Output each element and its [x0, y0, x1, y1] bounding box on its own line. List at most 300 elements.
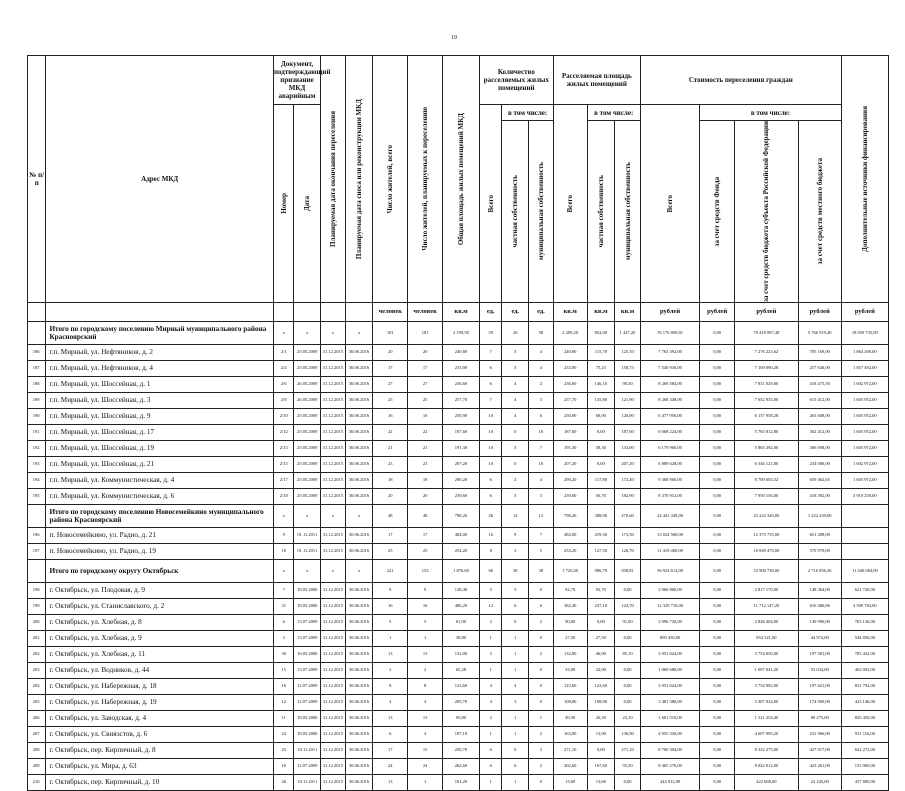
- value-cell: 8 370 912,00: [640, 488, 699, 504]
- unit-cell: рублей: [798, 302, 841, 321]
- address-cell: г. Октябрьск, ул. Плодовая, д. 9: [46, 582, 274, 598]
- value-cell: 7 763 392,00: [640, 344, 699, 360]
- value-cell: 1: [479, 774, 502, 790]
- value-cell: 0,00: [615, 630, 641, 646]
- value-cell: 570 970,00: [798, 543, 841, 559]
- value-cell: 236,60: [553, 376, 587, 392]
- table-row: [28, 742, 889, 758]
- value-cell: 257,70: [553, 392, 587, 408]
- value-cell: 25.05.2009: [294, 456, 321, 472]
- value-cell: 3: [502, 360, 529, 376]
- value-cell: 31.12.2015: [321, 662, 346, 678]
- value-cell: 8 268 348,00: [640, 392, 699, 408]
- value-cell: 0: [502, 614, 529, 630]
- address-cell: г. Октябрьск, ул. Заводская, д. 4: [46, 710, 274, 726]
- address-cell: г. Октябрьск, ул. Мира, д. 63: [46, 758, 274, 774]
- value-cell: 10: [479, 408, 502, 424]
- row-number: 207.: [28, 726, 46, 742]
- table-row: [28, 726, 889, 742]
- value-cell: 4: [502, 408, 529, 424]
- value-cell: 6 157 958,28: [735, 408, 799, 424]
- value-cell: 1: [373, 630, 408, 646]
- value-cell: 90,00: [553, 614, 587, 630]
- value-cell: 18: [373, 472, 408, 488]
- value-cell: 48: [408, 504, 443, 527]
- value-cell: 108,00: [553, 694, 587, 710]
- value-cell: 10 849 470,00: [735, 543, 799, 559]
- value-cell: 10.11.2011: [294, 774, 321, 790]
- value-cell: 135,80: [587, 392, 615, 408]
- value-cell: 1 605 952,00: [841, 392, 888, 408]
- value-cell: 4: [529, 344, 554, 360]
- value-cell: 31.12.2015: [321, 646, 346, 662]
- value-cell: 2: [502, 472, 529, 488]
- value-cell: 8 760 304,00: [640, 742, 699, 758]
- value-cell: 17: [408, 360, 443, 376]
- row-number: 196.: [28, 527, 46, 543]
- value-cell: 24: [273, 726, 293, 742]
- value-cell: 32,90: [587, 662, 615, 678]
- header-document: Документ, подтверждающий признание МКД аварийным: [273, 56, 320, 105]
- row-number: 204.: [28, 678, 46, 694]
- row-number: 192.: [28, 440, 46, 456]
- value-cell: 13.07.2009: [294, 662, 321, 678]
- value-cell: 123,60: [587, 678, 615, 694]
- value-cell: 1 447,20: [615, 321, 641, 344]
- value-cell: 95,50: [615, 758, 641, 774]
- value-cell: 26.05.2009: [294, 392, 321, 408]
- value-cell: 20: [373, 344, 408, 360]
- value-cell: 6: [479, 360, 502, 376]
- value-cell: 2: [529, 376, 554, 392]
- value-cell: 31.12.2015: [321, 742, 346, 758]
- value-cell: 38,80: [443, 630, 480, 646]
- resettlement-table: [27, 55, 889, 791]
- value-cell: 31.12.2015: [321, 440, 346, 456]
- value-cell: 17: [373, 360, 408, 376]
- table-row: [28, 678, 889, 694]
- row-number: 189.: [28, 392, 46, 408]
- address-cell: г.п. Мирный, ул. Шоссейная, д. 21: [46, 456, 274, 472]
- value-cell: 8: [479, 543, 502, 559]
- value-cell: 21: [408, 440, 443, 456]
- unit-cell: рублей: [735, 302, 799, 321]
- value-cell: 3: [529, 488, 554, 504]
- value-cell: 18.05.2006: [294, 710, 321, 726]
- value-cell: 56 924 614,00: [640, 559, 699, 582]
- value-cell: 4: [529, 472, 554, 488]
- value-cell: 31.12.2015: [321, 344, 346, 360]
- value-cell: 13,60: [553, 774, 587, 790]
- value-cell: 0,00: [700, 344, 735, 360]
- value-cell: 31.12.2015: [321, 774, 346, 790]
- value-cell: 237,10: [587, 598, 615, 614]
- value-cell: 7 276 223,62: [735, 344, 799, 360]
- value-cell: 240,80: [553, 344, 587, 360]
- value-cell: 1: [408, 774, 443, 790]
- value-cell: 30.06.2016: [345, 662, 373, 678]
- row-number: 187.: [28, 360, 46, 376]
- value-cell: 259,50: [587, 527, 615, 543]
- value-cell: 66: [479, 559, 502, 582]
- value-cell: [841, 527, 888, 543]
- unit-cell: рублей: [841, 302, 888, 321]
- value-cell: 1 007 641,20: [735, 662, 799, 678]
- address-cell: п. Новосемейкино, ул. Радио, д. 21: [46, 527, 274, 543]
- address-cell: г.п. Мирный, ул. Коммунистическая, д. 6: [46, 488, 274, 504]
- value-cell: 2/12: [273, 424, 293, 440]
- address-cell: г. Октябрьск, ул. Набережная, д. 18: [46, 678, 274, 694]
- value-cell: 187,10: [443, 726, 480, 742]
- value-cell: 221: [373, 559, 408, 582]
- header-planned-end: Планируемая дата окончания переселения: [328, 110, 337, 247]
- value-cell: 173,50: [615, 527, 641, 543]
- value-cell: 486,20: [443, 598, 480, 614]
- value-cell: 0,00: [700, 646, 735, 662]
- value-cell: 0: [529, 774, 554, 790]
- value-cell: 6 477 956,00: [640, 408, 699, 424]
- value-cell: 146,10: [587, 376, 615, 392]
- table-row: [28, 488, 889, 504]
- table-row: [28, 392, 889, 408]
- value-cell: 30.06.2016: [345, 726, 373, 742]
- value-cell: 1 725,60: [553, 559, 587, 582]
- value-cell: 7 540 936,00: [640, 360, 699, 376]
- value-cell: 2/6: [273, 376, 293, 392]
- value-cell: 7: [529, 527, 554, 543]
- value-cell: 10: [479, 440, 502, 456]
- value-cell: 127,50: [587, 543, 615, 559]
- value-cell: 854 521,00: [735, 630, 799, 646]
- value-cell: 85,10: [615, 646, 641, 662]
- header-address: Адрес МКД: [46, 56, 274, 303]
- row-number: [28, 504, 46, 527]
- header-area-incl: в том числе:: [587, 105, 640, 121]
- value-cell: 271,10: [615, 742, 641, 758]
- value-cell: 3: [502, 440, 529, 456]
- value-cell: 18 059 735,00: [841, 321, 888, 344]
- value-cell: 236,60: [443, 376, 480, 392]
- address-cell: г.п. Мирный, ул. Шоссейная, д. 1: [46, 376, 274, 392]
- value-cell: 31.12.2015: [321, 543, 346, 559]
- value-cell: 31.12.2015: [321, 527, 346, 543]
- value-cell: 1 602 972,00: [841, 376, 888, 392]
- value-cell: 2 996 720,00: [640, 614, 699, 630]
- value-cell: 53 034,00: [798, 662, 841, 678]
- address-cell: г. Октябрьск, ул. Хлебная, д. 11: [46, 646, 274, 662]
- value-cell: 0: [502, 456, 529, 472]
- value-cell: x: [345, 321, 373, 344]
- value-cell: 16: [408, 598, 443, 614]
- value-cell: 257 640,00: [798, 360, 841, 376]
- value-cell: 48: [373, 504, 408, 527]
- value-cell: 250,90: [443, 408, 480, 424]
- value-cell: 2 716 856,36: [798, 559, 841, 582]
- value-cell: 1: [502, 630, 529, 646]
- value-cell: 1 605 972,00: [841, 472, 888, 488]
- value-cell: 01.11.2011: [294, 527, 321, 543]
- value-cell: 8 709 603,52: [735, 472, 799, 488]
- value-cell: 12.07.2009: [294, 758, 321, 774]
- value-cell: x: [294, 559, 321, 582]
- value-cell: 56,70: [587, 488, 615, 504]
- value-cell: 30.06.2016: [345, 360, 373, 376]
- value-cell: 24: [373, 758, 408, 774]
- value-cell: 4: [408, 694, 443, 710]
- value-cell: 6: [529, 598, 554, 614]
- value-cell: 852,00: [587, 321, 615, 344]
- value-cell: 0,00: [700, 543, 735, 559]
- subtotal-label: Итого по городскому поселению Мирный муниципального района Красноярский: [46, 321, 274, 344]
- value-cell: 271,10: [553, 742, 587, 758]
- header-rooms-municipal: муниципальная собственность: [536, 162, 545, 261]
- value-cell: 1: [502, 662, 529, 678]
- value-cell: 12 375 755,00: [735, 527, 799, 543]
- value-cell: 17: [408, 527, 443, 543]
- value-cell: 5 765 812,80: [735, 424, 799, 440]
- value-cell: x: [321, 321, 346, 344]
- value-cell: 4: [373, 694, 408, 710]
- value-cell: 22: [373, 424, 408, 440]
- address-cell: г.п. Мирный, ул. Нефтяников, д. 2: [46, 344, 274, 360]
- value-cell: x: [273, 559, 293, 582]
- value-cell: 0,00: [587, 614, 615, 630]
- value-cell: 6 068 224,00: [640, 424, 699, 440]
- value-cell: 6: [502, 758, 529, 774]
- header-cost: Стоимость переселения граждан: [640, 56, 841, 105]
- value-cell: 24 441 349,00: [640, 504, 699, 527]
- value-cell: 705 169,00: [798, 344, 841, 360]
- value-cell: 11 440 084,00: [841, 559, 888, 582]
- value-cell: 798,26: [443, 504, 480, 527]
- table-row: [28, 710, 889, 726]
- header-area-total: Всего: [566, 194, 575, 213]
- row-number: 199.: [28, 598, 46, 614]
- value-cell: 0: [529, 678, 554, 694]
- value-cell: 12.07.2009: [294, 678, 321, 694]
- value-cell: 23: [373, 456, 408, 472]
- value-cell: 423 261,00: [798, 758, 841, 774]
- value-cell: 30.06.2016: [345, 582, 373, 598]
- value-cell: 167,60: [587, 758, 615, 774]
- value-cell: 31.12.2015: [321, 424, 346, 440]
- row-number: 195.: [28, 488, 46, 504]
- value-cell: 2: [529, 646, 554, 662]
- value-cell: 8 042 012,00: [735, 758, 799, 774]
- value-cell: 3: [502, 543, 529, 559]
- value-cell: 262,60: [443, 758, 480, 774]
- table-row: [28, 456, 889, 472]
- value-cell: 27,50: [587, 630, 615, 646]
- value-cell: 25.05.2009: [294, 408, 321, 424]
- unit-cell: рублей: [700, 302, 735, 321]
- value-cell: 6: [479, 758, 502, 774]
- value-cell: 382,40: [553, 598, 587, 614]
- value-cell: 7: [479, 392, 502, 408]
- table-row: [28, 472, 889, 488]
- value-cell: 0: [502, 424, 529, 440]
- value-cell: 22 245,00: [798, 774, 841, 790]
- table-row: [28, 344, 889, 360]
- value-cell: 108,00: [587, 694, 615, 710]
- value-cell: 18.05.2006: [294, 726, 321, 742]
- value-cell: 58: [529, 321, 554, 344]
- value-cell: 418 392,00: [798, 488, 841, 504]
- value-cell: 13: [408, 646, 443, 662]
- value-cell: 2 817 170,00: [735, 582, 799, 598]
- value-cell: 1 605 972,00: [841, 440, 888, 456]
- value-cell: 25: [408, 392, 443, 408]
- value-cell: 30.06.2016: [345, 440, 373, 456]
- value-cell: 0,00: [700, 360, 735, 376]
- value-cell: 13: [373, 710, 408, 726]
- value-cell: 30.06.2016: [345, 774, 373, 790]
- value-cell: x: [273, 321, 293, 344]
- value-cell: 0: [529, 582, 554, 598]
- value-cell: 622 272,00: [841, 742, 888, 758]
- value-cell: 26: [479, 504, 502, 527]
- header-area-private: частная собственность: [596, 175, 605, 248]
- value-cell: 2: [479, 614, 502, 630]
- value-cell: 0,00: [700, 742, 735, 758]
- value-cell: 1 876,69: [443, 559, 480, 582]
- header-planned-demolition: Планируемая дата сноса или реконструкции МКД: [355, 98, 364, 260]
- table-row: [28, 758, 889, 774]
- value-cell: 5: [373, 614, 408, 630]
- value-cell: 13.07.2009: [294, 614, 321, 630]
- value-cell: 388,06: [587, 504, 615, 527]
- subtotal-label: Итого по городскому поселению Новосемейкино муниципального района Красноярский: [46, 504, 274, 527]
- header-rooms-total: Всего: [486, 194, 495, 213]
- value-cell: 825 456,00: [841, 710, 888, 726]
- address-cell: г. Октябрьск, ул. Водников, д. 44: [46, 662, 274, 678]
- value-cell: 38: [529, 559, 554, 582]
- value-cell: 9: [373, 582, 408, 598]
- value-cell: 30.06.2016: [345, 408, 373, 424]
- value-cell: 92,70: [587, 582, 615, 598]
- value-cell: 30.06.2016: [345, 376, 373, 392]
- value-cell: 4 955 336,00: [640, 726, 699, 742]
- value-cell: 3 910 250,00: [841, 488, 888, 504]
- value-cell: 153: [408, 559, 443, 582]
- value-cell: 23 222 349,00: [735, 504, 799, 527]
- value-cell: 163,90: [553, 726, 587, 742]
- value-cell: 16: [373, 598, 408, 614]
- value-cell: 5 766 919,40: [798, 321, 841, 344]
- value-cell: 30.06.2016: [345, 424, 373, 440]
- table-row: [28, 614, 889, 630]
- table-row: [28, 440, 889, 456]
- value-cell: 2/2: [273, 360, 293, 376]
- row-number: 201.: [28, 630, 46, 646]
- value-cell: 187,60: [615, 424, 641, 440]
- value-cell: 763 136,00: [841, 614, 888, 630]
- value-cell: 121,90: [615, 392, 641, 408]
- value-cell: 302 412,00: [798, 424, 841, 440]
- value-cell: 4: [408, 726, 443, 742]
- unit-cell: рублей: [640, 302, 699, 321]
- value-cell: 2: [373, 662, 408, 678]
- value-cell: 0,00: [700, 527, 735, 543]
- value-cell: 7: [273, 582, 293, 598]
- value-cell: 1: [529, 710, 554, 726]
- unit-cell: ед.: [502, 302, 529, 321]
- value-cell: 95,80: [443, 710, 480, 726]
- row-number: [28, 559, 46, 582]
- value-cell: 0,00: [700, 726, 735, 742]
- value-cell: 0,00: [700, 440, 735, 456]
- value-cell: 0: [502, 742, 529, 758]
- value-cell: 187,60: [553, 424, 587, 440]
- unit-cell: ед.: [479, 302, 502, 321]
- value-cell: 25: [373, 543, 408, 559]
- value-cell: 240,80: [443, 344, 480, 360]
- value-cell: 207,20: [443, 456, 480, 472]
- value-cell: 290,20: [553, 472, 587, 488]
- value-cell: 4: [479, 678, 502, 694]
- value-cell: 231 966,00: [798, 726, 841, 742]
- value-cell: 4 607 995,20: [735, 726, 799, 742]
- value-cell: 27: [373, 376, 408, 392]
- value-cell: 12: [273, 694, 293, 710]
- value-cell: 3: [502, 694, 529, 710]
- value-cell: 12 329 710,00: [640, 598, 699, 614]
- value-cell: 158,73: [615, 360, 641, 376]
- units-row: [28, 302, 889, 321]
- value-cell: 26.05.2009: [294, 376, 321, 392]
- value-cell: 3: [502, 344, 529, 360]
- row-number: 210.: [28, 774, 46, 790]
- value-cell: 2: [529, 758, 554, 774]
- value-cell: 174 069,00: [798, 694, 841, 710]
- value-cell: 46,90: [587, 646, 615, 662]
- value-cell: 0,00: [700, 456, 735, 472]
- subtotal-label: Итого по городскому округу Октябрьск: [46, 559, 274, 582]
- value-cell: 6: [479, 376, 502, 392]
- value-cell: [841, 504, 888, 527]
- value-cell: 30.06.2016: [345, 742, 373, 758]
- row-number: 197.: [28, 543, 46, 559]
- value-cell: 30.06.2016: [345, 543, 373, 559]
- value-cell: 21: [373, 440, 408, 456]
- value-cell: 31.12.2015: [321, 694, 346, 710]
- value-cell: 0: [529, 662, 554, 678]
- value-cell: 30.06.2016: [345, 646, 373, 662]
- value-cell: 6: [479, 472, 502, 488]
- value-cell: 615 412,00: [798, 392, 841, 408]
- value-cell: 31.12.2015: [321, 614, 346, 630]
- value-cell: 123,60: [443, 678, 480, 694]
- header-area-municipal: муниципальная собственность: [623, 162, 632, 261]
- value-cell: 149 996,00: [798, 614, 841, 630]
- table-row: [28, 598, 889, 614]
- value-cell: 65,28: [443, 662, 480, 678]
- value-cell: 0,00: [700, 678, 735, 694]
- value-cell: 15: [273, 662, 293, 678]
- value-cell: 0,00: [700, 376, 735, 392]
- value-cell: 16: [479, 527, 502, 543]
- value-cell: 2: [529, 614, 554, 630]
- value-cell: 306 698,00: [798, 440, 841, 456]
- value-cell: 0,00: [700, 710, 735, 726]
- table-row: [28, 630, 889, 646]
- value-cell: 13,90: [587, 726, 615, 742]
- subtotal-row: [28, 504, 889, 527]
- value-cell: 544 856,00: [841, 630, 888, 646]
- value-cell: 7 950 156,00: [735, 488, 799, 504]
- table-row: [28, 527, 889, 543]
- value-cell: 0,00: [700, 504, 735, 527]
